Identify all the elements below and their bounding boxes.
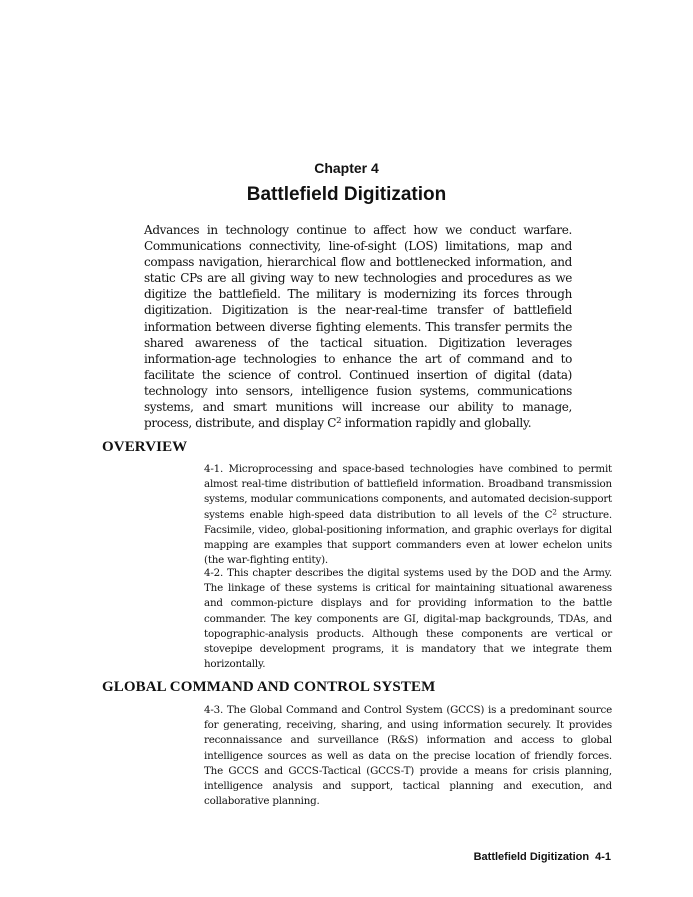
paragraph-4-2: 4-2. This chapter describes the digital systems used by the DOD and the Army. The linkage of these systems is critical for maintaining situational awareness and common-picture displays and for providing information to the battle commander. The key components are GI, digital-map backgrounds, TDAs, and topographic-analysis products. Although these components are vertical or stovepipe development programs, it is mandatory that we integrate them horizontally. xyxy=(204,567,612,671)
footer-page-number: 4-1 xyxy=(595,851,611,863)
section-heading-overview: OVERVIEW xyxy=(102,439,188,455)
paragraph-4-1-text-end: structure. Facsimile, video, global-positioning information, and graphic overlays for digital mapping are examples that support commanders even at lower echelon units (the war-fighting entity). xyxy=(204,508,612,567)
chapter-label: Chapter 4 xyxy=(314,160,379,176)
chapter-title: Battlefield Digitization xyxy=(246,184,447,205)
intro-superscript: 2 xyxy=(336,416,342,427)
paragraph-4-1-text: 4-1. Microprocessing and space-based technologies have combined to permit almost real-time distribution of battlefield information. Broadband transmission systems, modular communications components, and automated decision-support systems enable high-speed data distribution to all levels of the C xyxy=(204,463,612,521)
intro-text-end: information rapidly and globally. xyxy=(341,416,532,431)
section-heading-gccs: GLOBAL COMMAND AND CONTROL SYSTEM xyxy=(102,679,436,695)
paragraph-4-3: 4-3. The Global Command and Control System (GCCS) is a predominant source for generating, receiving, sharing, and using information securely. It provides reconnaissance and surveillance (R&S) information and access to global intelligence sources as well as data on the precise location of friendly forces. The GCCS and GCCS-Tactical (GCCS-T) provide a means for crisis planning, intelligence analysis and support, tactical planning and execution, and collaborative planning. xyxy=(204,704,612,808)
paragraph-4-1-superscript: 2 xyxy=(552,507,557,517)
page-footer xyxy=(474,851,611,863)
paragraph-4-1 xyxy=(204,462,612,568)
footer-title: Battlefield Digitization xyxy=(473,851,590,863)
intro-text: Advances in technology continue to affect how we conduct warfare. Communications connectivity, line-of-sight (LOS) limitations, map and compass navigation, hierarchical flow and bottlenecked information, and static CPs are all giving way to new technologies and procedures as we digitize the battlefield. The military is modernizing its forces through digitization. Digitization is the near-real-time transfer of battlefield information between diverse fighting elements. This transfer permits the shared awareness of the tactical situation. Digitization leverages information-age technologies to enhance the art of command and to facilitate the science of control. Continued insertion of digital (data) technology into sensors, intelligence fusion systems, communications systems, and smart munitions will increase our ability to manage, process, distribute, and display C xyxy=(144,223,572,431)
chapter-intro xyxy=(144,222,572,431)
